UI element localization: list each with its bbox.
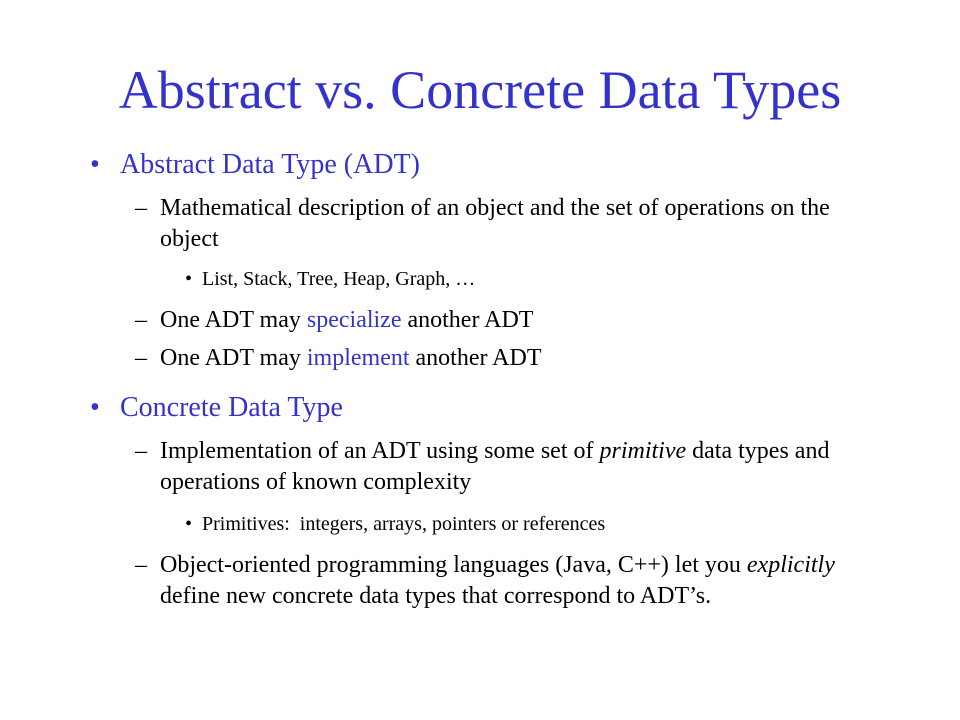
sub-sub-point-examples — [185, 266, 476, 292]
sub-sub-point-text: Primitives: integers, arrays, pointers or references — [202, 513, 606, 535]
sub-point-text-post: another ADT — [401, 307, 534, 333]
section-heading: Concrete Data Type — [120, 392, 343, 423]
bullet-marker: • — [90, 392, 100, 423]
dash-marker: – — [135, 552, 147, 578]
section-heading: Abstract Data Type (ADT) — [120, 149, 420, 180]
dash-marker: – — [135, 345, 147, 371]
bullet-concrete-data-type — [90, 391, 343, 425]
sub-point-specialize — [135, 305, 880, 336]
highlight-word: implement — [306, 345, 410, 371]
sub-point-text-pre: One ADT may — [160, 345, 307, 371]
sub-point-object-oriented — [135, 550, 880, 612]
bullet-marker: • — [185, 268, 193, 290]
bullet-abstract-data-type — [90, 148, 420, 182]
bullet-marker: • — [90, 149, 100, 180]
sub-sub-point-primitives — [185, 511, 606, 537]
emphasis-word: explicitly — [746, 552, 835, 578]
sub-point-text: Mathematical description of an object and the set of operations on the object — [160, 195, 830, 252]
sub-point-text-post: another ADT — [409, 345, 542, 371]
highlight-word: specialize — [306, 307, 402, 333]
sub-point-text-pre: One ADT may — [160, 307, 307, 333]
sub-point-implementation — [135, 436, 880, 498]
sub-point-text-post: data types and operations of known complexity — [160, 438, 830, 495]
sub-point-implement — [135, 343, 880, 374]
slide-title: Abstract vs. Concrete Data Types — [118, 60, 842, 120]
sub-point-mathematical-description — [135, 193, 880, 255]
dash-marker: – — [135, 438, 147, 464]
sub-point-text-pre: Implementation of an ADT using some set of — [160, 438, 600, 464]
sub-point-text-post: define new concrete data types that correspond to ADT’s. — [160, 583, 712, 609]
sub-sub-point-text: List, Stack, Tree, Heap, Graph, … — [202, 268, 476, 290]
bullet-marker: • — [185, 513, 193, 535]
sub-point-text-pre: Object-oriented programming languages (Java, C++) let you — [160, 552, 747, 578]
dash-marker: – — [135, 195, 147, 221]
emphasis-word: primitive — [599, 438, 687, 464]
dash-marker: – — [135, 307, 147, 333]
